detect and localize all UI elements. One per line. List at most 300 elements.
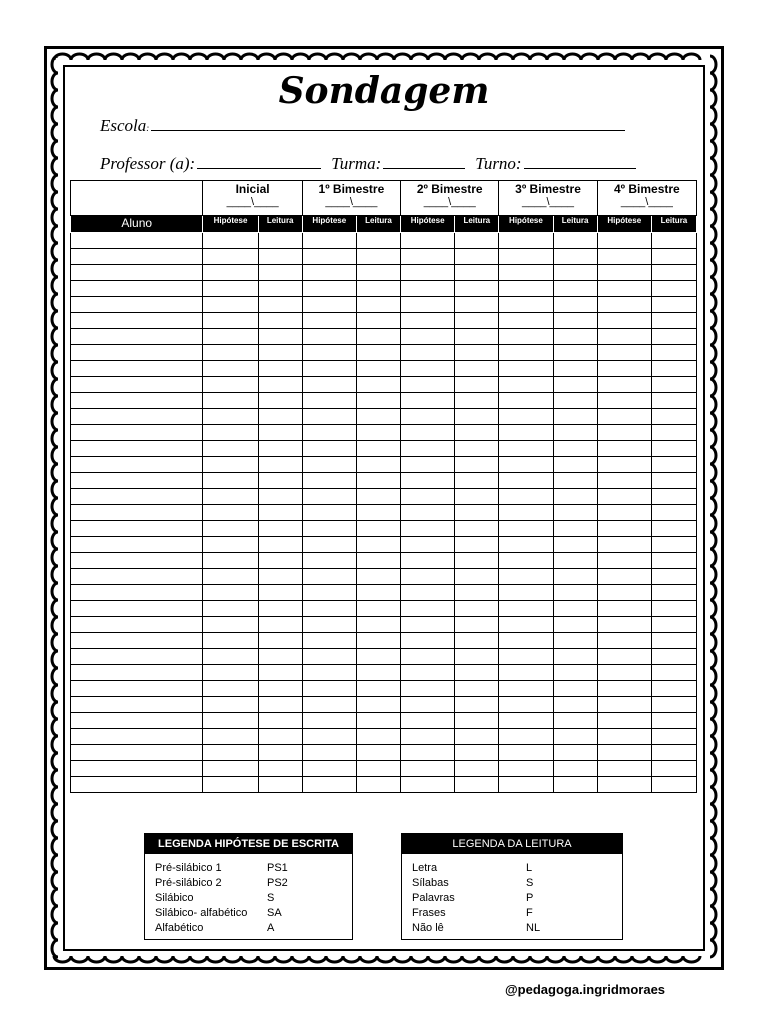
score-cell[interactable] <box>597 265 651 281</box>
score-cell[interactable] <box>455 569 499 585</box>
score-cell[interactable] <box>651 345 696 361</box>
score-cell[interactable] <box>302 297 356 313</box>
score-cell[interactable] <box>203 681 258 697</box>
score-cell[interactable] <box>258 457 302 473</box>
score-cell[interactable] <box>553 489 597 505</box>
score-cell[interactable] <box>401 473 455 489</box>
score-cell[interactable] <box>258 249 302 265</box>
score-cell[interactable] <box>401 457 455 473</box>
score-cell[interactable] <box>401 537 455 553</box>
score-cell[interactable] <box>401 777 455 793</box>
score-cell[interactable] <box>499 457 553 473</box>
score-cell[interactable] <box>401 265 455 281</box>
score-cell[interactable] <box>401 361 455 377</box>
score-cell[interactable] <box>651 313 696 329</box>
score-cell[interactable] <box>597 249 651 265</box>
score-cell[interactable] <box>553 521 597 537</box>
score-cell[interactable] <box>258 617 302 633</box>
score-cell[interactable] <box>258 649 302 665</box>
score-cell[interactable] <box>356 505 400 521</box>
score-cell[interactable] <box>455 329 499 345</box>
score-cell[interactable] <box>597 409 651 425</box>
score-cell[interactable] <box>455 297 499 313</box>
score-cell[interactable] <box>597 649 651 665</box>
student-name-cell[interactable] <box>71 489 203 505</box>
score-cell[interactable] <box>401 729 455 745</box>
score-cell[interactable] <box>401 409 455 425</box>
score-cell[interactable] <box>356 713 400 729</box>
student-name-cell[interactable] <box>71 553 203 569</box>
score-cell[interactable] <box>258 233 302 249</box>
score-cell[interactable] <box>203 745 258 761</box>
score-cell[interactable] <box>258 601 302 617</box>
score-cell[interactable] <box>553 297 597 313</box>
score-cell[interactable] <box>553 441 597 457</box>
score-cell[interactable] <box>401 761 455 777</box>
score-cell[interactable] <box>203 521 258 537</box>
score-cell[interactable] <box>597 329 651 345</box>
score-cell[interactable] <box>651 537 696 553</box>
student-name-cell[interactable] <box>71 393 203 409</box>
score-cell[interactable] <box>258 777 302 793</box>
score-cell[interactable] <box>651 649 696 665</box>
score-cell[interactable] <box>302 585 356 601</box>
score-cell[interactable] <box>651 409 696 425</box>
score-cell[interactable] <box>499 345 553 361</box>
student-name-cell[interactable] <box>71 569 203 585</box>
score-cell[interactable] <box>553 233 597 249</box>
score-cell[interactable] <box>258 681 302 697</box>
score-cell[interactable] <box>455 713 499 729</box>
score-cell[interactable] <box>203 361 258 377</box>
score-cell[interactable] <box>597 457 651 473</box>
score-cell[interactable] <box>499 761 553 777</box>
score-cell[interactable] <box>651 265 696 281</box>
score-cell[interactable] <box>302 457 356 473</box>
score-cell[interactable] <box>302 345 356 361</box>
student-name-cell[interactable] <box>71 345 203 361</box>
student-name-cell[interactable] <box>71 233 203 249</box>
student-name-cell[interactable] <box>71 633 203 649</box>
student-name-cell[interactable] <box>71 649 203 665</box>
score-cell[interactable] <box>401 345 455 361</box>
score-cell[interactable] <box>651 297 696 313</box>
score-cell[interactable] <box>401 633 455 649</box>
score-cell[interactable] <box>499 681 553 697</box>
score-cell[interactable] <box>651 617 696 633</box>
score-cell[interactable] <box>651 377 696 393</box>
score-cell[interactable] <box>499 473 553 489</box>
score-cell[interactable] <box>455 425 499 441</box>
score-cell[interactable] <box>258 505 302 521</box>
score-cell[interactable] <box>356 617 400 633</box>
student-name-cell[interactable] <box>71 265 203 281</box>
score-cell[interactable] <box>258 521 302 537</box>
turma-input-line[interactable] <box>383 154 465 169</box>
score-cell[interactable] <box>597 505 651 521</box>
score-cell[interactable] <box>203 729 258 745</box>
score-cell[interactable] <box>553 361 597 377</box>
score-cell[interactable] <box>302 633 356 649</box>
score-cell[interactable] <box>401 617 455 633</box>
score-cell[interactable] <box>597 441 651 457</box>
score-cell[interactable] <box>302 473 356 489</box>
score-cell[interactable] <box>203 425 258 441</box>
score-cell[interactable] <box>455 585 499 601</box>
score-cell[interactable] <box>356 409 400 425</box>
student-name-cell[interactable] <box>71 713 203 729</box>
score-cell[interactable] <box>203 329 258 345</box>
score-cell[interactable] <box>651 281 696 297</box>
score-cell[interactable] <box>455 505 499 521</box>
score-cell[interactable] <box>597 281 651 297</box>
student-name-cell[interactable] <box>71 361 203 377</box>
score-cell[interactable] <box>499 233 553 249</box>
period-date-blank[interactable]: ____\____ <box>522 196 575 208</box>
score-cell[interactable] <box>651 361 696 377</box>
score-cell[interactable] <box>203 601 258 617</box>
score-cell[interactable] <box>651 425 696 441</box>
student-name-cell[interactable] <box>71 313 203 329</box>
score-cell[interactable] <box>499 729 553 745</box>
score-cell[interactable] <box>356 665 400 681</box>
score-cell[interactable] <box>258 713 302 729</box>
score-cell[interactable] <box>455 745 499 761</box>
score-cell[interactable] <box>597 233 651 249</box>
score-cell[interactable] <box>203 489 258 505</box>
score-cell[interactable] <box>597 713 651 729</box>
score-cell[interactable] <box>356 233 400 249</box>
score-cell[interactable] <box>455 633 499 649</box>
score-cell[interactable] <box>597 537 651 553</box>
score-cell[interactable] <box>499 537 553 553</box>
score-cell[interactable] <box>302 313 356 329</box>
score-cell[interactable] <box>597 585 651 601</box>
student-name-cell[interactable] <box>71 249 203 265</box>
score-cell[interactable] <box>651 761 696 777</box>
score-cell[interactable] <box>356 457 400 473</box>
score-cell[interactable] <box>401 601 455 617</box>
score-cell[interactable] <box>597 425 651 441</box>
score-cell[interactable] <box>455 665 499 681</box>
score-cell[interactable] <box>597 729 651 745</box>
score-cell[interactable] <box>651 745 696 761</box>
score-cell[interactable] <box>302 521 356 537</box>
score-cell[interactable] <box>597 553 651 569</box>
score-cell[interactable] <box>401 553 455 569</box>
score-cell[interactable] <box>553 537 597 553</box>
student-name-cell[interactable] <box>71 457 203 473</box>
score-cell[interactable] <box>302 649 356 665</box>
score-cell[interactable] <box>302 505 356 521</box>
score-cell[interactable] <box>651 393 696 409</box>
professor-input-line[interactable] <box>197 154 321 169</box>
score-cell[interactable] <box>553 457 597 473</box>
score-cell[interactable] <box>401 393 455 409</box>
score-cell[interactable] <box>258 345 302 361</box>
score-cell[interactable] <box>499 409 553 425</box>
score-cell[interactable] <box>258 633 302 649</box>
score-cell[interactable] <box>356 425 400 441</box>
score-cell[interactable] <box>455 777 499 793</box>
score-cell[interactable] <box>455 537 499 553</box>
score-cell[interactable] <box>553 745 597 761</box>
score-cell[interactable] <box>203 553 258 569</box>
score-cell[interactable] <box>203 761 258 777</box>
score-cell[interactable] <box>651 233 696 249</box>
score-cell[interactable] <box>651 681 696 697</box>
score-cell[interactable] <box>401 233 455 249</box>
score-cell[interactable] <box>203 441 258 457</box>
score-cell[interactable] <box>258 489 302 505</box>
score-cell[interactable] <box>553 377 597 393</box>
score-cell[interactable] <box>651 249 696 265</box>
score-cell[interactable] <box>401 313 455 329</box>
score-cell[interactable] <box>455 681 499 697</box>
score-cell[interactable] <box>401 425 455 441</box>
score-cell[interactable] <box>302 569 356 585</box>
score-cell[interactable] <box>597 361 651 377</box>
score-cell[interactable] <box>455 409 499 425</box>
score-cell[interactable] <box>553 697 597 713</box>
score-cell[interactable] <box>455 729 499 745</box>
score-cell[interactable] <box>499 617 553 633</box>
score-cell[interactable] <box>597 393 651 409</box>
score-cell[interactable] <box>302 665 356 681</box>
student-name-cell[interactable] <box>71 617 203 633</box>
score-cell[interactable] <box>203 633 258 649</box>
score-cell[interactable] <box>499 329 553 345</box>
score-cell[interactable] <box>455 457 499 473</box>
student-name-cell[interactable] <box>71 761 203 777</box>
score-cell[interactable] <box>553 329 597 345</box>
score-cell[interactable] <box>258 537 302 553</box>
score-cell[interactable] <box>455 697 499 713</box>
score-cell[interactable] <box>356 633 400 649</box>
score-cell[interactable] <box>499 745 553 761</box>
score-cell[interactable] <box>258 409 302 425</box>
score-cell[interactable] <box>455 265 499 281</box>
score-cell[interactable] <box>203 281 258 297</box>
score-cell[interactable] <box>553 681 597 697</box>
score-cell[interactable] <box>499 489 553 505</box>
score-cell[interactable] <box>499 393 553 409</box>
score-cell[interactable] <box>651 553 696 569</box>
score-cell[interactable] <box>553 761 597 777</box>
score-cell[interactable] <box>302 441 356 457</box>
score-cell[interactable] <box>597 521 651 537</box>
score-cell[interactable] <box>455 249 499 265</box>
score-cell[interactable] <box>302 425 356 441</box>
score-cell[interactable] <box>203 697 258 713</box>
score-cell[interactable] <box>553 345 597 361</box>
score-cell[interactable] <box>553 265 597 281</box>
score-cell[interactable] <box>597 473 651 489</box>
score-cell[interactable] <box>302 329 356 345</box>
score-cell[interactable] <box>553 585 597 601</box>
score-cell[interactable] <box>203 409 258 425</box>
score-cell[interactable] <box>302 249 356 265</box>
score-cell[interactable] <box>302 697 356 713</box>
score-cell[interactable] <box>356 585 400 601</box>
score-cell[interactable] <box>455 649 499 665</box>
score-cell[interactable] <box>258 377 302 393</box>
score-cell[interactable] <box>401 745 455 761</box>
score-cell[interactable] <box>203 249 258 265</box>
score-cell[interactable] <box>203 473 258 489</box>
score-cell[interactable] <box>553 409 597 425</box>
score-cell[interactable] <box>401 249 455 265</box>
score-cell[interactable] <box>455 441 499 457</box>
score-cell[interactable] <box>302 761 356 777</box>
score-cell[interactable] <box>302 265 356 281</box>
score-cell[interactable] <box>553 505 597 521</box>
score-cell[interactable] <box>597 681 651 697</box>
score-cell[interactable] <box>597 617 651 633</box>
score-cell[interactable] <box>553 777 597 793</box>
score-cell[interactable] <box>203 313 258 329</box>
score-cell[interactable] <box>651 505 696 521</box>
student-name-cell[interactable] <box>71 377 203 393</box>
score-cell[interactable] <box>258 297 302 313</box>
score-cell[interactable] <box>651 489 696 505</box>
escola-input-line[interactable] <box>151 116 625 131</box>
score-cell[interactable] <box>356 377 400 393</box>
score-cell[interactable] <box>499 633 553 649</box>
score-cell[interactable] <box>258 553 302 569</box>
score-cell[interactable] <box>401 665 455 681</box>
score-cell[interactable] <box>553 617 597 633</box>
score-cell[interactable] <box>455 393 499 409</box>
student-name-cell[interactable] <box>71 473 203 489</box>
score-cell[interactable] <box>401 681 455 697</box>
score-cell[interactable] <box>499 601 553 617</box>
score-cell[interactable] <box>203 617 258 633</box>
period-date-blank[interactable]: ____\____ <box>325 196 378 208</box>
period-date-blank[interactable]: ____\____ <box>423 196 476 208</box>
score-cell[interactable] <box>356 281 400 297</box>
turno-input-line[interactable] <box>524 154 636 169</box>
score-cell[interactable] <box>499 665 553 681</box>
score-cell[interactable] <box>553 649 597 665</box>
score-cell[interactable] <box>302 729 356 745</box>
score-cell[interactable] <box>455 489 499 505</box>
score-cell[interactable] <box>302 361 356 377</box>
score-cell[interactable] <box>356 297 400 313</box>
score-cell[interactable] <box>553 713 597 729</box>
score-cell[interactable] <box>203 713 258 729</box>
student-name-cell[interactable] <box>71 425 203 441</box>
score-cell[interactable] <box>455 617 499 633</box>
score-cell[interactable] <box>499 569 553 585</box>
score-cell[interactable] <box>203 585 258 601</box>
score-cell[interactable] <box>302 393 356 409</box>
student-name-cell[interactable] <box>71 297 203 313</box>
score-cell[interactable] <box>499 713 553 729</box>
score-cell[interactable] <box>597 569 651 585</box>
score-cell[interactable] <box>258 361 302 377</box>
student-name-cell[interactable] <box>71 777 203 793</box>
score-cell[interactable] <box>597 345 651 361</box>
score-cell[interactable] <box>455 553 499 569</box>
score-cell[interactable] <box>553 633 597 649</box>
score-cell[interactable] <box>356 313 400 329</box>
score-cell[interactable] <box>302 617 356 633</box>
score-cell[interactable] <box>258 425 302 441</box>
score-cell[interactable] <box>499 297 553 313</box>
score-cell[interactable] <box>499 521 553 537</box>
score-cell[interactable] <box>651 665 696 681</box>
student-name-cell[interactable] <box>71 681 203 697</box>
score-cell[interactable] <box>499 313 553 329</box>
score-cell[interactable] <box>356 681 400 697</box>
score-cell[interactable] <box>356 601 400 617</box>
student-name-cell[interactable] <box>71 601 203 617</box>
score-cell[interactable] <box>651 697 696 713</box>
score-cell[interactable] <box>356 697 400 713</box>
score-cell[interactable] <box>401 713 455 729</box>
score-cell[interactable] <box>302 537 356 553</box>
score-cell[interactable] <box>302 745 356 761</box>
score-cell[interactable] <box>401 441 455 457</box>
score-cell[interactable] <box>553 313 597 329</box>
score-cell[interactable] <box>356 441 400 457</box>
score-cell[interactable] <box>258 665 302 681</box>
score-cell[interactable] <box>597 761 651 777</box>
score-cell[interactable] <box>356 345 400 361</box>
score-cell[interactable] <box>553 601 597 617</box>
score-cell[interactable] <box>455 361 499 377</box>
score-cell[interactable] <box>203 457 258 473</box>
score-cell[interactable] <box>258 265 302 281</box>
student-name-cell[interactable] <box>71 521 203 537</box>
score-cell[interactable] <box>203 777 258 793</box>
score-cell[interactable] <box>302 233 356 249</box>
student-name-cell[interactable] <box>71 281 203 297</box>
score-cell[interactable] <box>203 569 258 585</box>
student-name-cell[interactable] <box>71 505 203 521</box>
score-cell[interactable] <box>499 697 553 713</box>
score-cell[interactable] <box>401 697 455 713</box>
score-cell[interactable] <box>499 553 553 569</box>
score-cell[interactable] <box>597 313 651 329</box>
score-cell[interactable] <box>356 249 400 265</box>
score-cell[interactable] <box>455 281 499 297</box>
score-cell[interactable] <box>401 585 455 601</box>
score-cell[interactable] <box>356 329 400 345</box>
score-cell[interactable] <box>258 329 302 345</box>
score-cell[interactable] <box>597 297 651 313</box>
student-name-cell[interactable] <box>71 537 203 553</box>
score-cell[interactable] <box>651 569 696 585</box>
score-cell[interactable] <box>258 313 302 329</box>
score-cell[interactable] <box>553 569 597 585</box>
score-cell[interactable] <box>258 697 302 713</box>
score-cell[interactable] <box>302 777 356 793</box>
score-cell[interactable] <box>455 313 499 329</box>
score-cell[interactable] <box>499 281 553 297</box>
score-cell[interactable] <box>401 505 455 521</box>
score-cell[interactable] <box>651 777 696 793</box>
score-cell[interactable] <box>203 649 258 665</box>
score-cell[interactable] <box>356 473 400 489</box>
score-cell[interactable] <box>302 281 356 297</box>
score-cell[interactable] <box>302 377 356 393</box>
score-cell[interactable] <box>499 425 553 441</box>
score-cell[interactable] <box>258 569 302 585</box>
score-cell[interactable] <box>356 489 400 505</box>
student-name-cell[interactable] <box>71 665 203 681</box>
